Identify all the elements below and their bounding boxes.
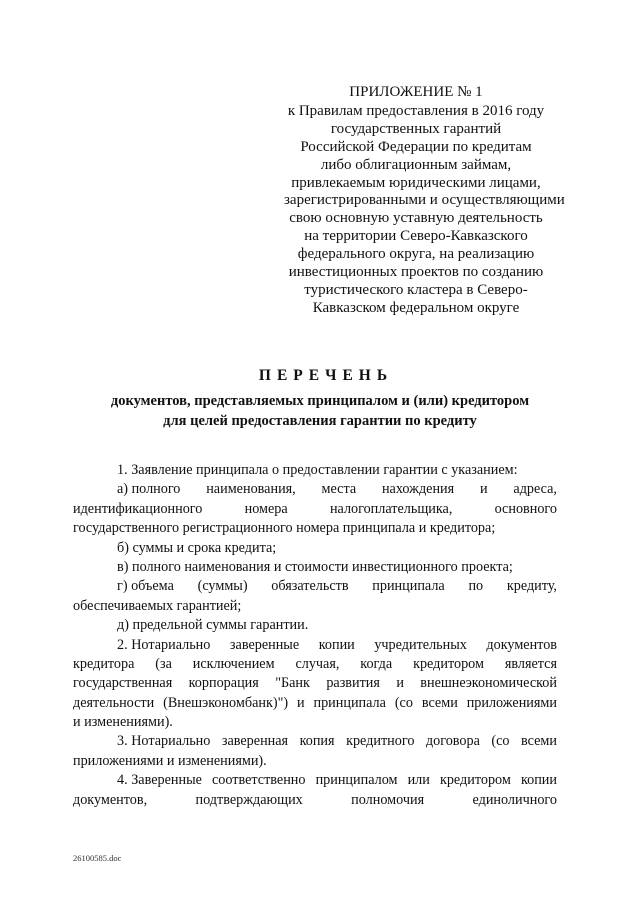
word: (Внешэкономбанк)") [163,694,289,711]
word: деятельности [73,694,155,711]
item-1-line: 1. Заявление принципала о предоставлении гарантии с указанием: [117,462,518,478]
appendix-line: к Правилам предоставления в 2016 году [287,102,545,119]
word: номера [244,500,288,517]
word: внешнеэкономической [420,675,557,692]
word: (со [394,694,413,711]
word: принципала [372,578,445,595]
word: налогоплательщика, [329,500,453,517]
word: и [297,694,305,711]
appendix-line: либо облигационным займам, [320,156,512,173]
word: или [407,772,430,789]
word: случая, [295,655,340,672]
word: идентификационного [73,500,203,517]
list-title: ПЕРЕЧЕНЬ [258,367,394,384]
word: копии [520,772,557,789]
item-3-line: приложениями и изменениями). [73,752,267,769]
item-b-line: б) суммы и срока кредита; [117,539,277,556]
word: 4. Заверенные [117,772,202,789]
word: развития [326,675,380,692]
word: кредитного [346,733,415,750]
word: документов [486,636,557,653]
word: "Банк [275,675,310,692]
appendix-line: федерального округа, на реализацию [297,246,535,263]
word: единоличного [472,791,557,808]
footer-filename: 26100585.doc [73,853,122,863]
appendix-line: на территории Северо-Кавказского [304,228,528,245]
item-3-line [73,732,557,751]
word: полномочия [351,791,425,808]
word: всеми [421,694,458,711]
word: подтверждающих [195,791,303,808]
item-v-line: в) полного наименования и стоимости инвестиционного проекта; [117,558,513,575]
word: а) полного [117,481,181,498]
item-a-line [73,500,557,519]
word: кредитором [413,655,484,672]
item-2-line [73,694,557,713]
word: приложениями [466,694,557,711]
word: учредительных [374,636,467,653]
word: основного [494,500,557,517]
appendix-line: свою основную уставную деятельность [289,210,543,227]
word: копии [318,636,355,653]
word: г) объема [117,578,174,595]
appendix-line: государственных гарантий [330,120,502,137]
item-g-line [73,577,557,596]
word: нахождения [381,481,455,498]
word: кредитора [73,655,135,672]
appendix-line: привлекаемым юридическими лицами, [291,174,541,191]
word: государственная [73,675,173,692]
item-g-line: обеспечиваемых гарантией; [73,597,242,614]
word: 3. Нотариально [117,733,211,750]
appendix-line: инвестиционных проектов по созданию [288,264,544,281]
item-2-line [73,674,557,693]
word: и [480,481,488,498]
word: места [321,481,357,498]
appendix-title: ПРИЛОЖЕНИЕ № 1 [349,84,483,100]
word: договора [425,733,480,750]
word: соответственно [212,772,306,789]
word: по [468,578,484,595]
word: наименования, [206,481,296,498]
word: когда [360,655,393,672]
word: (со [491,733,510,750]
document-body [73,461,557,810]
word: принципалом [315,772,398,789]
word: (суммы) [197,578,248,595]
word: является [504,655,557,672]
item-4-line [73,791,557,810]
item-2-line: и изменениями). [73,714,173,731]
appendix-line: Российской Федерации по кредитам [300,138,532,155]
appendix-line: Кавказском федеральном округе [312,299,520,316]
list-subtitle [60,391,580,431]
item-a-line: государственного регистрационного номера принципала и кредитора; [73,520,496,537]
item-2-line [73,655,557,674]
subtitle-line: документов, представляемых принципалом и (или) кредитором [110,393,530,409]
appendix-line: зарегистрированными и осуществляющими [284,192,565,209]
subtitle-line: для целей предоставления гарантии по кредиту [163,413,477,429]
word: (за [155,655,172,672]
word: заверенная [221,733,289,750]
word: кредитором [439,772,511,789]
word: 2. Нотариально [117,636,211,653]
word: и [396,675,404,692]
word: корпорация [188,675,259,692]
word: документов, [73,791,148,808]
item-4-line [73,771,557,790]
word: адреса, [513,481,557,498]
item-a-line [73,480,557,499]
word: обязательств [271,578,349,595]
item-2-line [73,636,557,655]
word: копия [299,733,335,750]
word: заверенные [229,636,300,653]
word: кредиту, [506,578,557,595]
appendix-header [284,84,565,318]
word: исключением [192,655,275,672]
item-d-line: д) предельной суммы гарантии. [117,617,309,634]
appendix-line: туристического кластера в Северо- [304,281,528,298]
word: принципала [313,694,386,711]
word: всеми [521,733,557,750]
